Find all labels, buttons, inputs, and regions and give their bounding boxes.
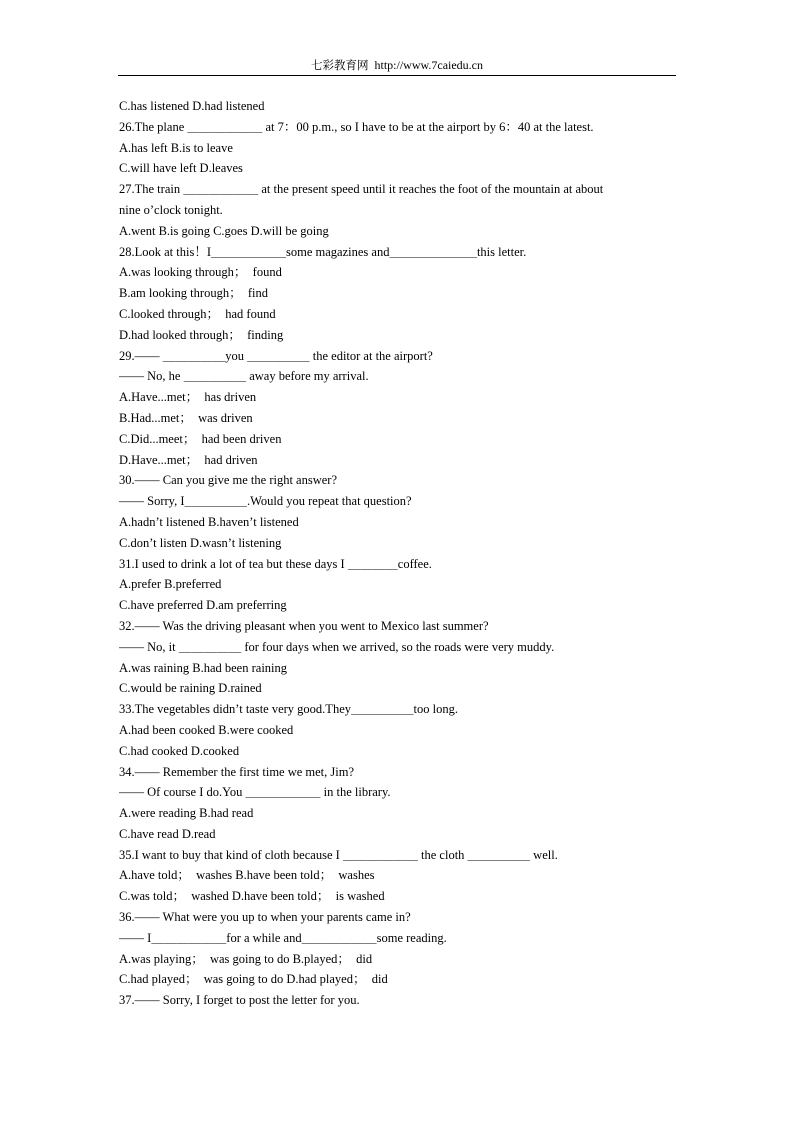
text-line: —— No, it ＿＿＿＿＿ for four days when we arrived, so the roads were very muddy.	[119, 639, 555, 654]
text-line: A.was playing； was going to do B.played； did	[119, 951, 373, 966]
site-name: 七彩教育网	[310, 58, 369, 72]
question-27: 27.The train ＿＿＿＿＿＿ at the present speed until it reaches the foot of the mountain at about	[119, 182, 604, 197]
text-line: —— I＿＿＿＿＿＿for a while and＿＿＿＿＿＿some reading.	[119, 930, 447, 945]
question-30: 30.—— Can you give me the right answer?	[119, 473, 338, 488]
text-line: A.have told； washes B.have been told； washes	[119, 868, 375, 883]
text-line: C.has listened D.had listened	[119, 99, 265, 113]
text-line: C.will have left D.leaves	[119, 161, 243, 176]
text-line: A.has left B.is to leave	[119, 140, 233, 155]
text-line: C.had cooked D.cooked	[119, 743, 240, 758]
text-line: C.don’t listen D.wasn’t listening	[119, 535, 282, 550]
text-line: C.Did...meet； had been driven	[119, 431, 282, 446]
text-line: —— Of course I do.You ＿＿＿＿＿＿ in the library.	[119, 785, 391, 800]
text-line: A.hadn’t listened B.haven’t listened	[119, 514, 299, 529]
text-line: A.went B.is going C.goes D.will be going	[119, 223, 329, 238]
page-header	[118, 57, 676, 76]
text-line: A.were reading B.had read	[119, 806, 254, 821]
question-26: 26.The plane ＿＿＿＿＿＿ at 7：00 p.m., so I have to be at the airport by 6：40 at the latest.	[119, 119, 594, 134]
text-line: D.Have...met； had driven	[119, 452, 258, 467]
text-line: C.had played； was going to do D.had played； did	[119, 972, 388, 987]
text-line: B.am looking through； find	[119, 286, 268, 301]
text-line: A.Have...met； has driven	[119, 390, 257, 405]
text-line: —— No, he ＿＿＿＿＿ away before my arrival.	[119, 369, 369, 384]
text-line: C.looked through； had found	[119, 306, 276, 321]
question-36: 36.—— What were you up to when your parents came in?	[119, 910, 411, 925]
text-line: nine o’clock tonight.	[119, 202, 223, 217]
text-line: C.was told； washed D.have been told； is washed	[119, 889, 385, 904]
question-29: 29.—— ＿＿＿＿＿you ＿＿＿＿＿ the editor at the airport?	[119, 348, 433, 363]
text-line: B.Had...met； was driven	[119, 410, 253, 425]
site-url: http://www.7caiedu.cn	[374, 58, 484, 72]
text-line: C.would be raining D.rained	[119, 681, 262, 696]
question-34: 34.—— Remember the first time we met, Jim?	[119, 764, 355, 779]
text-line: A.was raining B.had been raining	[119, 660, 288, 675]
text-line: A.was looking through； found	[119, 265, 282, 280]
text-line: D.had looked through； finding	[119, 327, 284, 342]
text-line: C.have preferred D.am preferring	[119, 598, 287, 613]
text-line: —— Sorry, I＿＿＿＿＿.Would you repeat that question?	[119, 494, 412, 509]
text-line: A.prefer B.preferred	[119, 577, 222, 592]
question-28: 28.Look at this！I＿＿＿＿＿＿some magazines and＿＿＿＿＿＿＿this letter.	[119, 244, 527, 259]
question-35: 35.I want to buy that kind of cloth because I ＿＿＿＿＿＿ the cloth ＿＿＿＿＿ well.	[119, 847, 558, 862]
document-body	[119, 96, 676, 1011]
question-32: 32.—— Was the driving pleasant when you went to Mexico last summer?	[119, 618, 489, 633]
text-line: C.have read D.read	[119, 826, 216, 841]
text-line: A.had been cooked B.were cooked	[119, 722, 294, 737]
question-33: 33.The vegetables didn’t taste very good.They＿＿＿＿＿too long.	[119, 702, 458, 717]
question-31: 31.I used to drink a lot of tea but these days I ＿＿＿＿coffee.	[119, 556, 432, 571]
question-37: 37.—— Sorry, I forget to post the letter for you.	[119, 993, 360, 1008]
